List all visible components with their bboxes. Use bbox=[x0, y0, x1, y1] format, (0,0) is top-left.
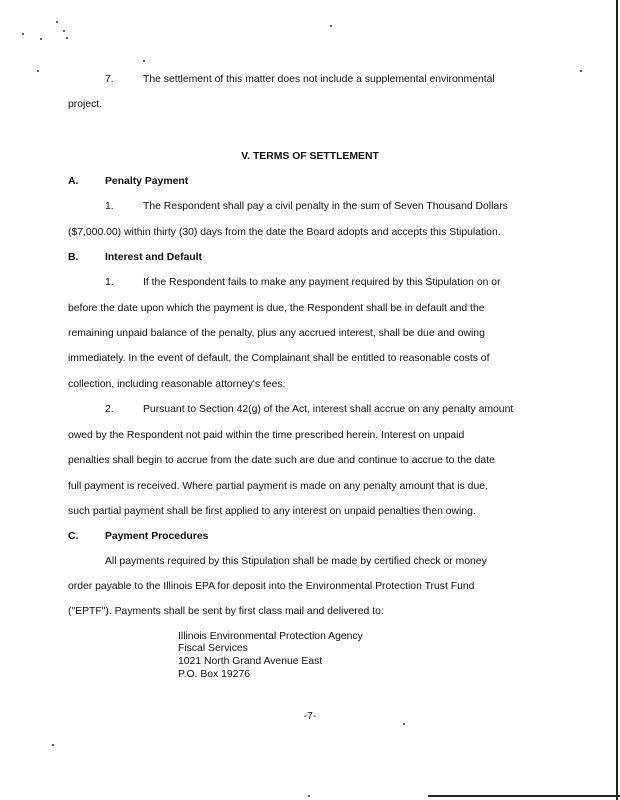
scan-speck bbox=[403, 723, 405, 725]
address-line: 1021 North Grand Avenue East bbox=[178, 656, 323, 667]
section-c-letter: C. bbox=[68, 531, 79, 542]
item-number: 7. bbox=[105, 74, 114, 85]
section-heading: V. TERMS OF SETTLEMENT bbox=[241, 151, 379, 162]
paragraph-line: The settlement of this matter does not include a supplemental environmental bbox=[143, 74, 495, 85]
scan-speck bbox=[37, 70, 39, 72]
address-line: Fiscal Services bbox=[178, 643, 248, 654]
paragraph-line: full payment is received. Where partial payment is made on any penalty amount that is due, bbox=[68, 481, 488, 492]
scan-speck bbox=[56, 21, 58, 23]
paragraph-line: immediately. In the event of default, the Complainant shall be entitled to reasonable costs of bbox=[68, 353, 490, 364]
section-c-title: Payment Procedures bbox=[105, 531, 209, 542]
scan-speck bbox=[63, 30, 65, 32]
page-edge-right bbox=[616, 0, 618, 800]
paragraph-line: remaining unpaid balance of the penalty, plus any accrued interest, shall be due and owing bbox=[68, 328, 485, 339]
paragraph-line: The Respondent shall pay a civil penalty in the sum of Seven Thousand Dollars bbox=[143, 201, 508, 212]
section-a-letter: A. bbox=[68, 176, 79, 187]
scan-speck bbox=[143, 60, 145, 62]
section-b-letter: B. bbox=[68, 252, 79, 263]
paragraph-line: Pursuant to Section 42(g) of the Act, interest shall accrue on any penalty amount bbox=[143, 404, 514, 415]
page-edge-bottom bbox=[428, 795, 620, 797]
section-b-title: Interest and Default bbox=[105, 252, 202, 263]
paragraph-line: project. bbox=[68, 99, 103, 110]
scan-speck bbox=[22, 33, 24, 35]
scan-speck bbox=[330, 25, 332, 27]
paragraph-line: owed by the Respondent not paid within the time prescribed herein. Interest on unpaid bbox=[68, 430, 465, 441]
paragraph-line: before the date upon which the payment is due, the Respondent shall be in default and the bbox=[68, 303, 485, 314]
paragraph-line: such partial payment shall be first applied to any interest on unpaid penalties then owing. bbox=[68, 506, 476, 517]
scan-speck bbox=[66, 37, 68, 39]
paragraph-line: All payments required by this Stipulation shall be made by certified check or money bbox=[105, 556, 487, 567]
scan-speck bbox=[52, 744, 54, 746]
address-line: P.O. Box 19276 bbox=[178, 669, 251, 680]
paragraph-line: ("EPTF"). Payments shall be sent by first class mail and delivered to: bbox=[68, 606, 384, 617]
paragraph-line: collection, including reasonable attorney's fees. bbox=[68, 379, 286, 390]
scan-speck bbox=[40, 38, 42, 40]
paragraph-line: penalties shall begin to accrue from the date such are due and continue to accrue to the date bbox=[68, 455, 495, 466]
scan-speck bbox=[308, 795, 310, 797]
scan-speck bbox=[580, 70, 582, 72]
item-number: 2. bbox=[105, 404, 114, 415]
section-a-title: Penalty Payment bbox=[105, 176, 189, 187]
address-line: Illinois Environmental Protection Agency bbox=[178, 631, 363, 642]
paragraph-line: If the Respondent fails to make any payment required by this Stipulation on or bbox=[143, 277, 501, 288]
paragraph-line: ($7,000.00) within thirty (30) days from the date the Board adopts and accepts this Stipulation. bbox=[68, 227, 501, 238]
item-number: 1. bbox=[105, 277, 114, 288]
paragraph-line: order payable to the Illinois EPA for deposit into the Environmental Protection Trust Fund bbox=[68, 581, 475, 592]
page-number: -7- bbox=[303, 711, 317, 722]
item-number: 1. bbox=[105, 201, 114, 212]
